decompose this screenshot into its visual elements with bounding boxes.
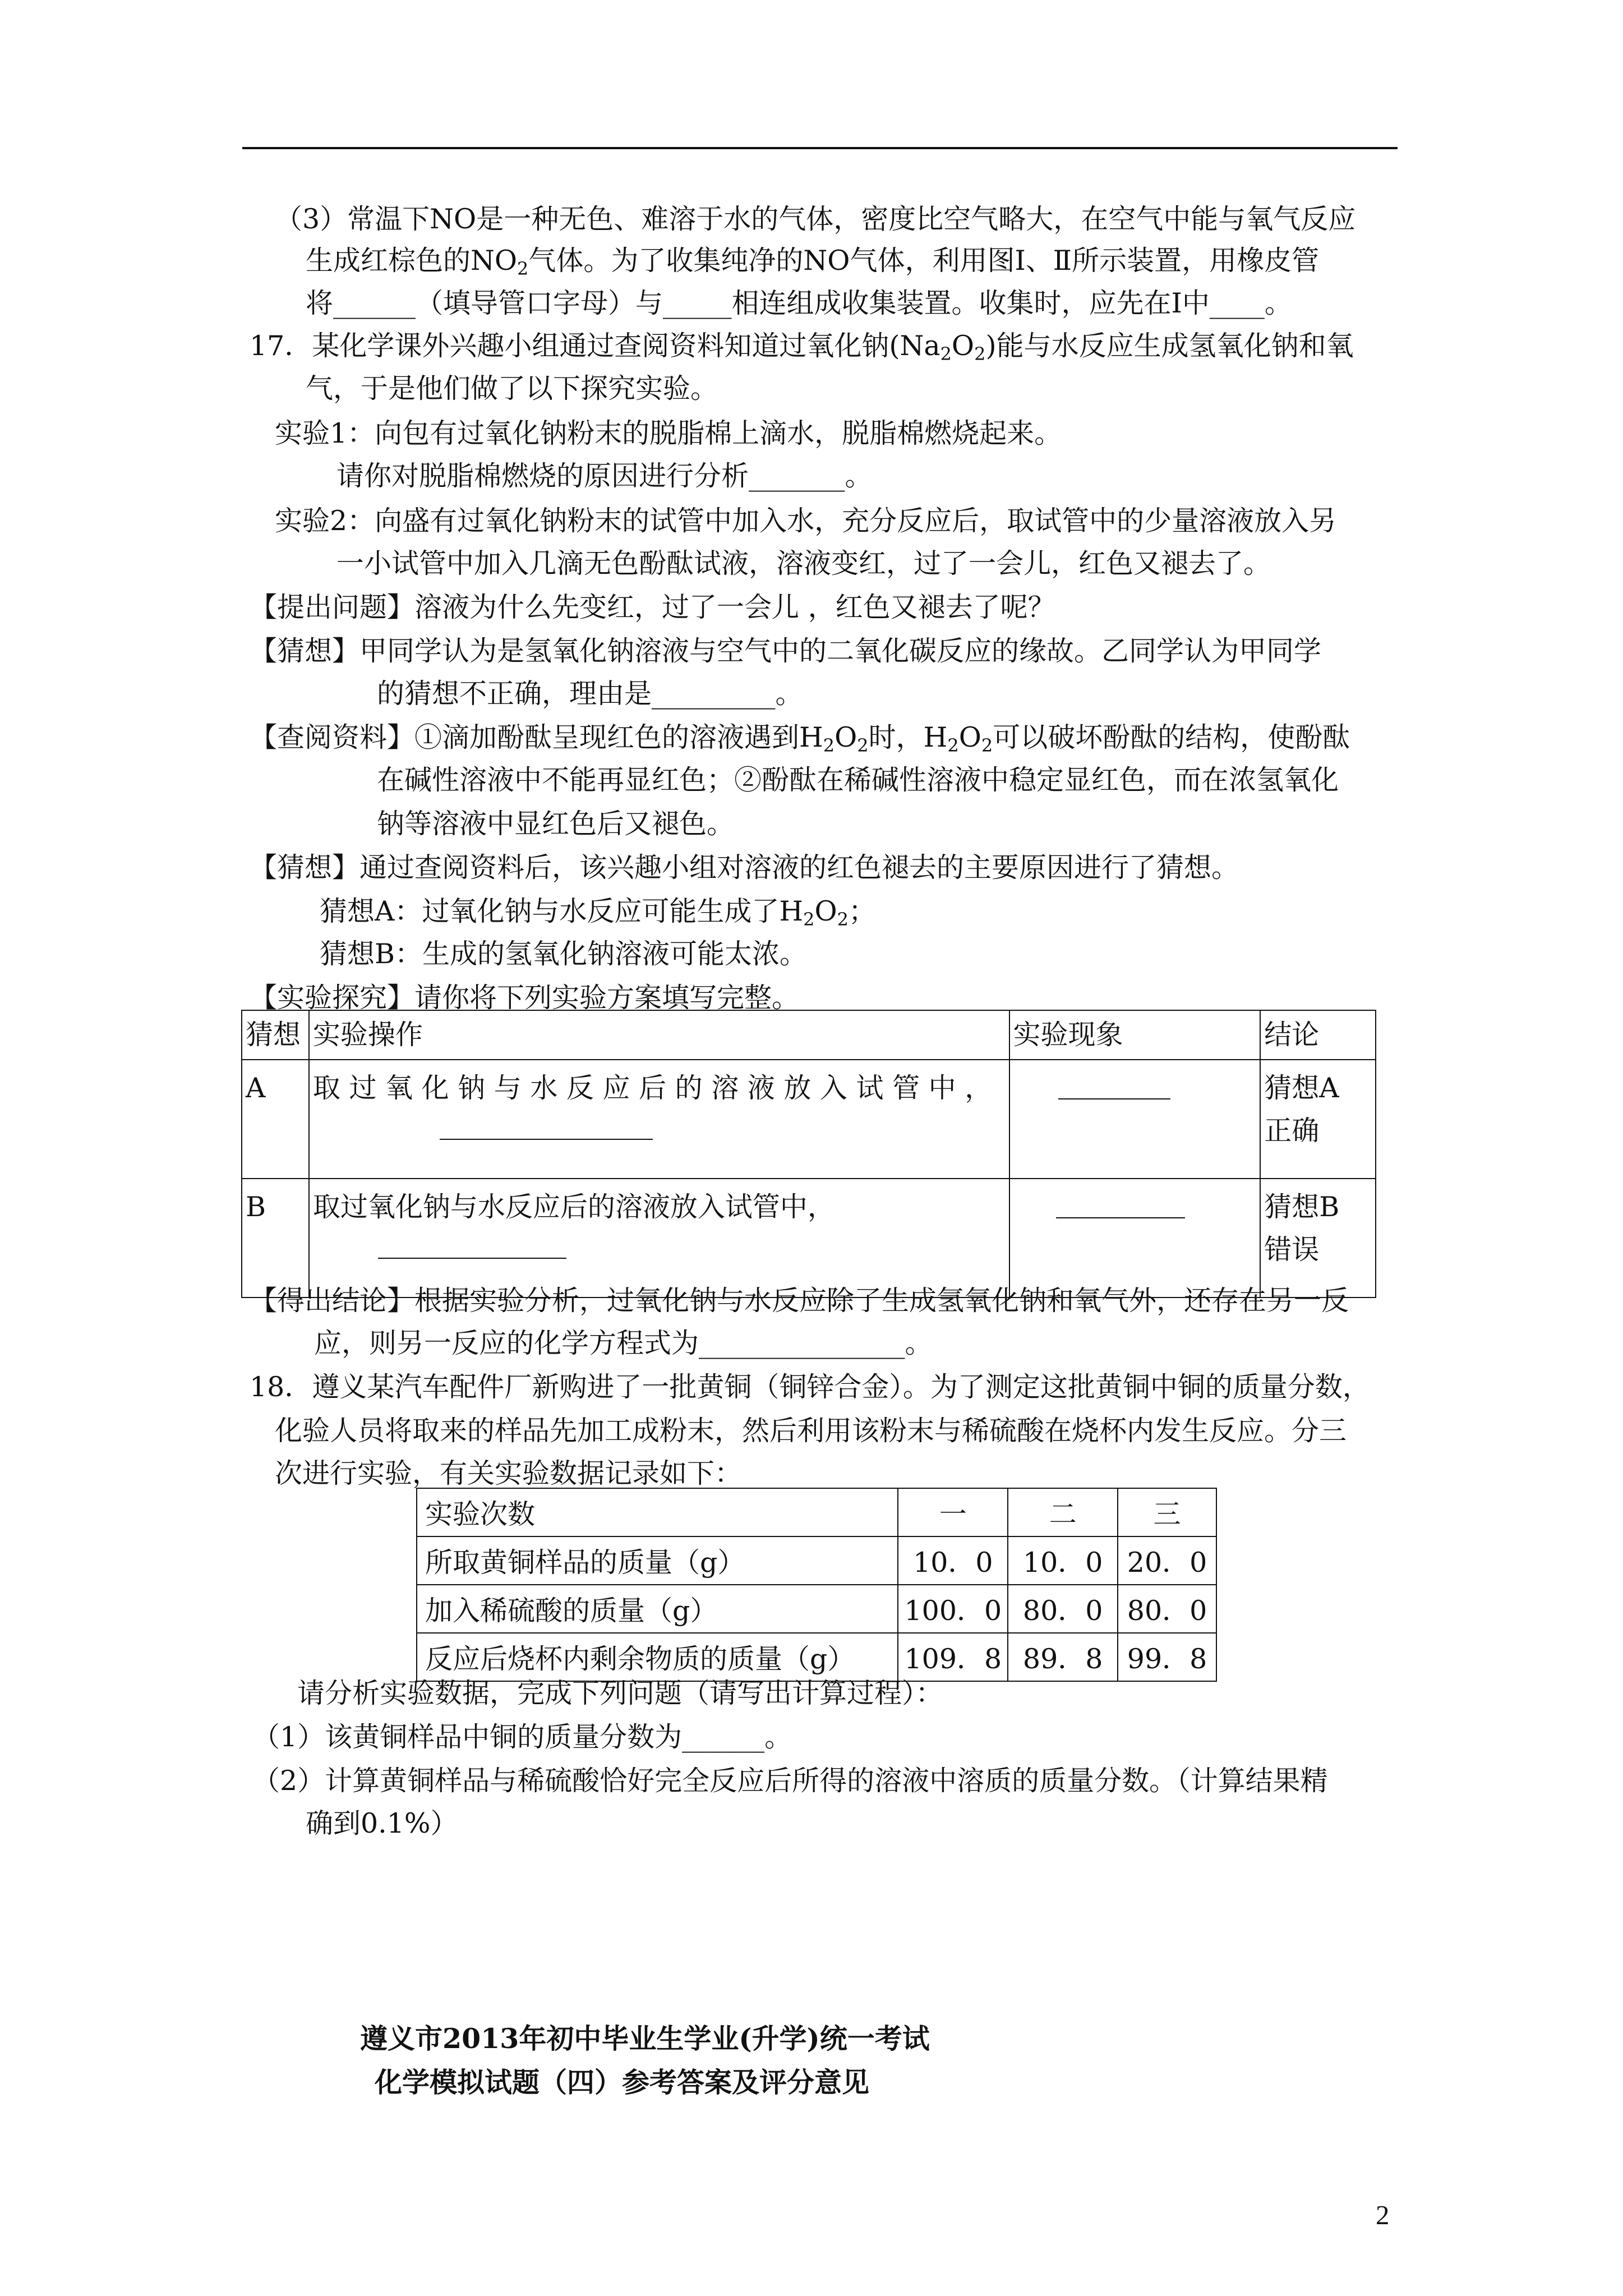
page-number: 2 — [1376, 2200, 1390, 2230]
q17-exp1-ask: 请你对脱脂棉燃烧的原因进行分析_______。 — [336, 460, 873, 492]
table-row — [417, 1585, 1216, 1633]
q16-3-line3: 将______（填导管口字母）与_____相连组成收集装置。收集时，应先在Ⅰ中____。 — [306, 287, 1292, 319]
q17-result-line1: 【得出结论】根据实验分析，过氧化钠与水反应除了生成氢氧化钠和氧气外，还存在另一反 — [250, 1285, 1349, 1317]
q18-q1: （1）该黄铜样品中铜的质量分数为______。 — [252, 1721, 792, 1753]
q17-exp2-line1: 实验2：向盛有过氧化钠粉末的试管中加入水，充分反应后，取试管中的少量溶液放入另 — [275, 505, 1337, 537]
table-row — [417, 1633, 1216, 1681]
q17-exp2-line2: 一小试管中加入几滴无色酚酞试液，溶液变红，过了一会儿，红色又褪去了。 — [336, 547, 1271, 579]
header-guess: 猜想 — [242, 1010, 309, 1060]
row-label: 加入稀硫酸的质量（g） — [417, 1585, 898, 1633]
data-table — [416, 1488, 1217, 1682]
table-row — [417, 1536, 1216, 1585]
q17-reference-line2: 在碱性溶液中不能再显红色；②酚酞在稀碱性溶液中稳定显红色，而在浓氢氧化 — [377, 764, 1339, 796]
row-value: 80．0 — [1008, 1585, 1118, 1633]
q17-reference-line3: 钠等溶液中显红色后又褪色。 — [377, 808, 735, 840]
row-b-op-blank — [378, 1241, 566, 1259]
row-b-id: B — [242, 1179, 309, 1297]
data-table-header — [417, 1488, 1216, 1536]
answer-title-line2: 化学模拟试题（四）参考答案及评分意见 — [375, 2066, 870, 2099]
q18-intro-line1: 18．遵义某汽车配件厂新购进了一批黄铜（铜锌合金）。为了测定这批黄铜中铜的质量分数， — [250, 1371, 1370, 1403]
q16-3-line1: （3）常温下NO是一种无色、难溶于水的气体，密度比空气略大，在空气中能与氧气反应 — [275, 203, 1356, 235]
row-a-operation: 取 过 氧 化 钠 与 水 反 应 后 的 溶 液 放 入 试 管 中 ， — [309, 1060, 1009, 1179]
q17-intro-line1: 17．某化学课外兴趣小组通过查阅资料知道过氧化钠$(Na_2O_2)$能与水反应生成氢氧化钠和氧 — [250, 330, 1354, 365]
row-value: 89．8 — [1008, 1633, 1118, 1681]
row-b-conclusion: 猜想B 错误 — [1260, 1179, 1376, 1297]
q17-guess-a: 猜想A：过氧化钠与水反应可能生成了$H_2O_2$； — [320, 895, 877, 930]
row-value: 10．0 — [898, 1536, 1008, 1585]
row-b-phenomenon-blank — [1056, 1186, 1185, 1218]
q18-q2-line1: （2）计算黄铜样品与稀硫酸恰好完全反应后所得的溶液中溶质的质量分数。（计算结果精 — [252, 1765, 1328, 1797]
row-value: 99．8 — [1118, 1633, 1216, 1681]
q17-exp1: 实验1：向包有过氧化钠粉末的脱脂棉上滴水，脱脂棉燃烧起来。 — [275, 417, 1062, 449]
row-a-phenomenon — [1009, 1060, 1261, 1179]
row-a-id: A — [242, 1060, 309, 1179]
data-header-3: 三 — [1118, 1488, 1216, 1536]
row-value: 10．0 — [1008, 1536, 1118, 1585]
data-header-2: 二 — [1008, 1488, 1118, 1536]
q16-3-line2: 生成红棕色的$NO_2$气体。为了收集纯净的NO气体，利用图Ⅰ、Ⅱ所示装置，用橡皮管 — [306, 245, 1320, 279]
header-phenomenon: 实验现象 — [1009, 1010, 1261, 1060]
row-a-conclusion: 猜想A 正确 — [1260, 1060, 1376, 1179]
q18-q2-line2: 确到0.1%） — [306, 1807, 458, 1839]
q17-explore: 【实验探究】请你将下列实验方案填写完整。 — [250, 982, 800, 1014]
row-a-phenomenon-blank — [1058, 1067, 1170, 1099]
header-conclusion: 结论 — [1260, 1010, 1376, 1060]
row-a-op-blank — [440, 1122, 653, 1140]
row-label: 所取黄铜样品的质量（g） — [417, 1536, 898, 1585]
q17-result-line2: 应，则另一反应的化学方程式为_______________。 — [314, 1327, 933, 1359]
q17-intro-line2: 气，于是他们做了以下探究实验。 — [306, 372, 718, 404]
row-b-phenomenon — [1009, 1179, 1261, 1297]
q17-guess1-line2: 的猜想不正确，理由是_________。 — [377, 678, 803, 710]
row-value: 109．8 — [898, 1633, 1008, 1681]
q18-intro-line3: 次进行实验，有关实验数据记录如下： — [275, 1457, 743, 1489]
row-label: 反应后烧杯内剩余物质的质量（g） — [417, 1633, 898, 1681]
row-value: 20．0 — [1118, 1536, 1216, 1585]
table-row-a — [242, 1060, 1376, 1179]
answer-title-line1: 遵义市2013年初中毕业生学业(升学)统一考试 — [360, 2022, 930, 2055]
q17-question: 【提出问题】溶液为什么先变红，过了一会儿 ，红色又褪去了呢？ — [250, 591, 1055, 623]
q18-intro-line2: 化验人员将取来的样品先加工成粉末，然后利用该粉末与稀硫酸在烧杯内发生反应。分三 — [275, 1415, 1347, 1447]
q17-guess-b: 猜想B：生成的氢氧化钠溶液可能太浓。 — [320, 938, 808, 970]
experiment-table — [241, 1010, 1376, 1298]
header-rule — [242, 147, 1398, 149]
q17-reference-line1: 【查阅资料】①滴加酚酞呈现红色的溶液遇到$H_2O_2$时，$H_2O_2$可以破坏酚酞的结构，使酚酞 — [250, 721, 1350, 756]
row-b-operation: 取过氧化钠与水反应后的溶液放入试管中， — [309, 1179, 1009, 1297]
header-operation: 实验操作 — [309, 1010, 1009, 1060]
table-row-b — [242, 1179, 1376, 1297]
data-header-1: 一 — [898, 1488, 1008, 1536]
row-value: 80．0 — [1118, 1585, 1216, 1633]
q17-guess2: 【猜想】通过查阅资料后，该兴趣小组对溶液的红色褪去的主要原因进行了猜想。 — [250, 852, 1239, 884]
data-header-label: 实验次数 — [417, 1488, 898, 1536]
q18-ask: 请分析实验数据，完成下列问题（请写出计算过程）： — [297, 1677, 943, 1709]
q17-guess1-line1: 【猜想】甲同学认为是氢氧化钠溶液与空气中的二氧化碳反应的缘故。乙同学认为甲同学 — [250, 635, 1322, 667]
row-value: 100．0 — [898, 1585, 1008, 1633]
